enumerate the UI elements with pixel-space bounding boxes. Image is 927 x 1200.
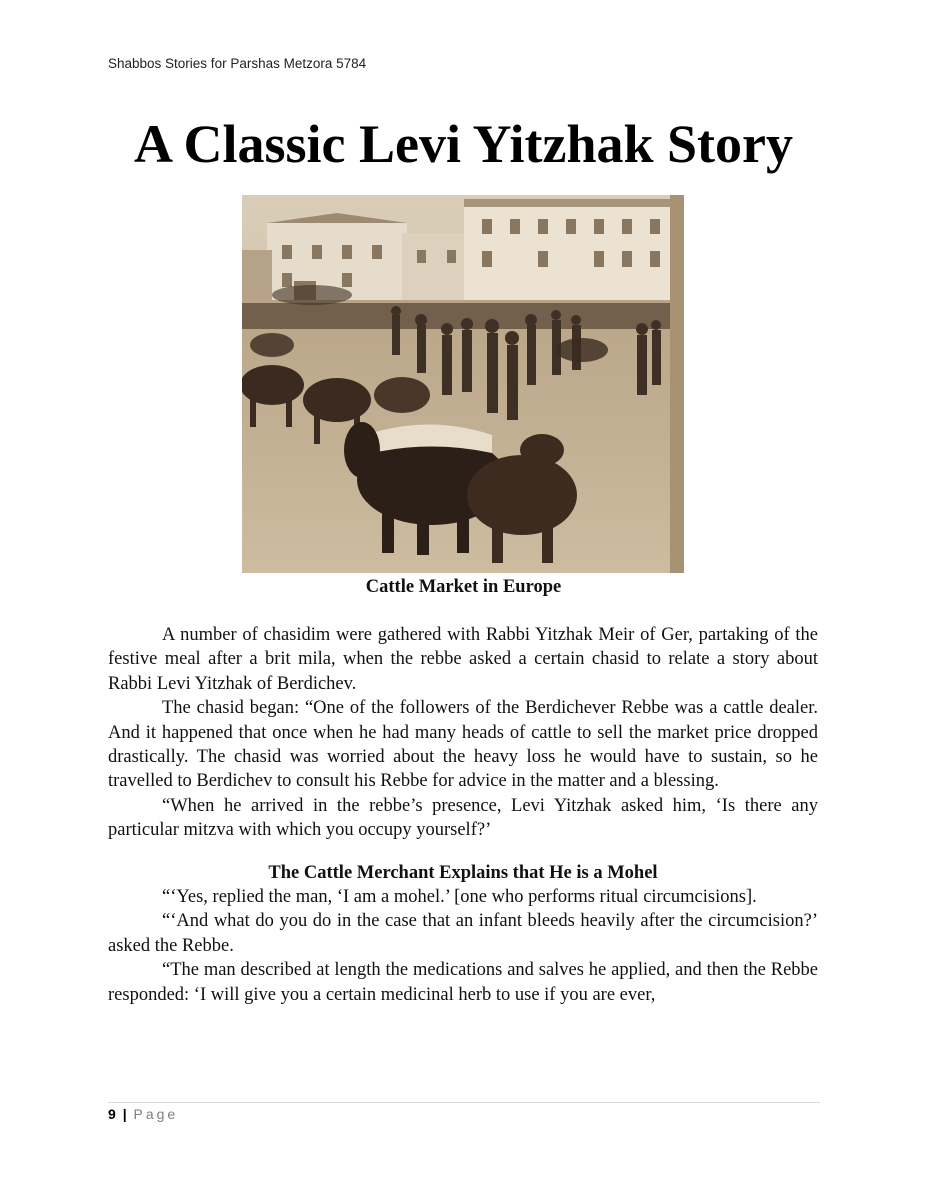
page-label: Page — [133, 1106, 179, 1122]
page-number: 9 — [108, 1106, 116, 1122]
section-subheading: The Cattle Merchant Explains that He is a Mohel — [268, 862, 658, 883]
image-caption: Cattle Market in Europe — [365, 577, 562, 597]
running-header: Shabbos Stories for Parshas Metzora 5784 — [108, 56, 367, 71]
paragraph: “The man described at length the medications and salves he applied, and then the Rebbe responded: ‘I will give you a certain medicinal herb to use if you are ever, — [108, 960, 818, 1005]
article-title: A Classic Levi Yitzhak Story — [134, 114, 793, 174]
paragraph: “When he arrived in the rebbe’s presence, Levi Yitzhak asked him, ‘Is there any particular mitzva with which you occupy yourself?’ — [108, 795, 818, 841]
footer-divider — [108, 1102, 820, 1103]
paragraph: “‘Yes, replied the man, ‘I am a mohel.’ [one who performs ritual circumcisions]. — [162, 887, 757, 908]
cattle-market-photo — [242, 195, 684, 573]
paragraph: “‘And what do you do in the case that an infant bleeds heavily after the circumcision?’ asked the Rebbe. — [108, 911, 818, 956]
article-body — [108, 623, 818, 1007]
page-footer — [108, 1106, 178, 1122]
paragraph: The chasid began: “One of the followers of the Berdichever Rebbe was a cattle dealer. And it happened that once when he had many heads of cattle to sell the market price dropped drastically. The chasid was worried about the heavy loss he would have to sustain, so he travelled to Berdichev to consult his Rebbe for advice in the matter and a blessing. — [108, 698, 818, 792]
footer-separator: | — [122, 1106, 127, 1122]
paragraph: A number of chasidim were gathered with Rabbi Yitzhak Meir of Ger, partaking of the festive meal after a brit mila, when the rebbe asked a certain chasid to relate a story about Rabbi Levi Yitzhak of Berdichev. — [108, 625, 818, 694]
